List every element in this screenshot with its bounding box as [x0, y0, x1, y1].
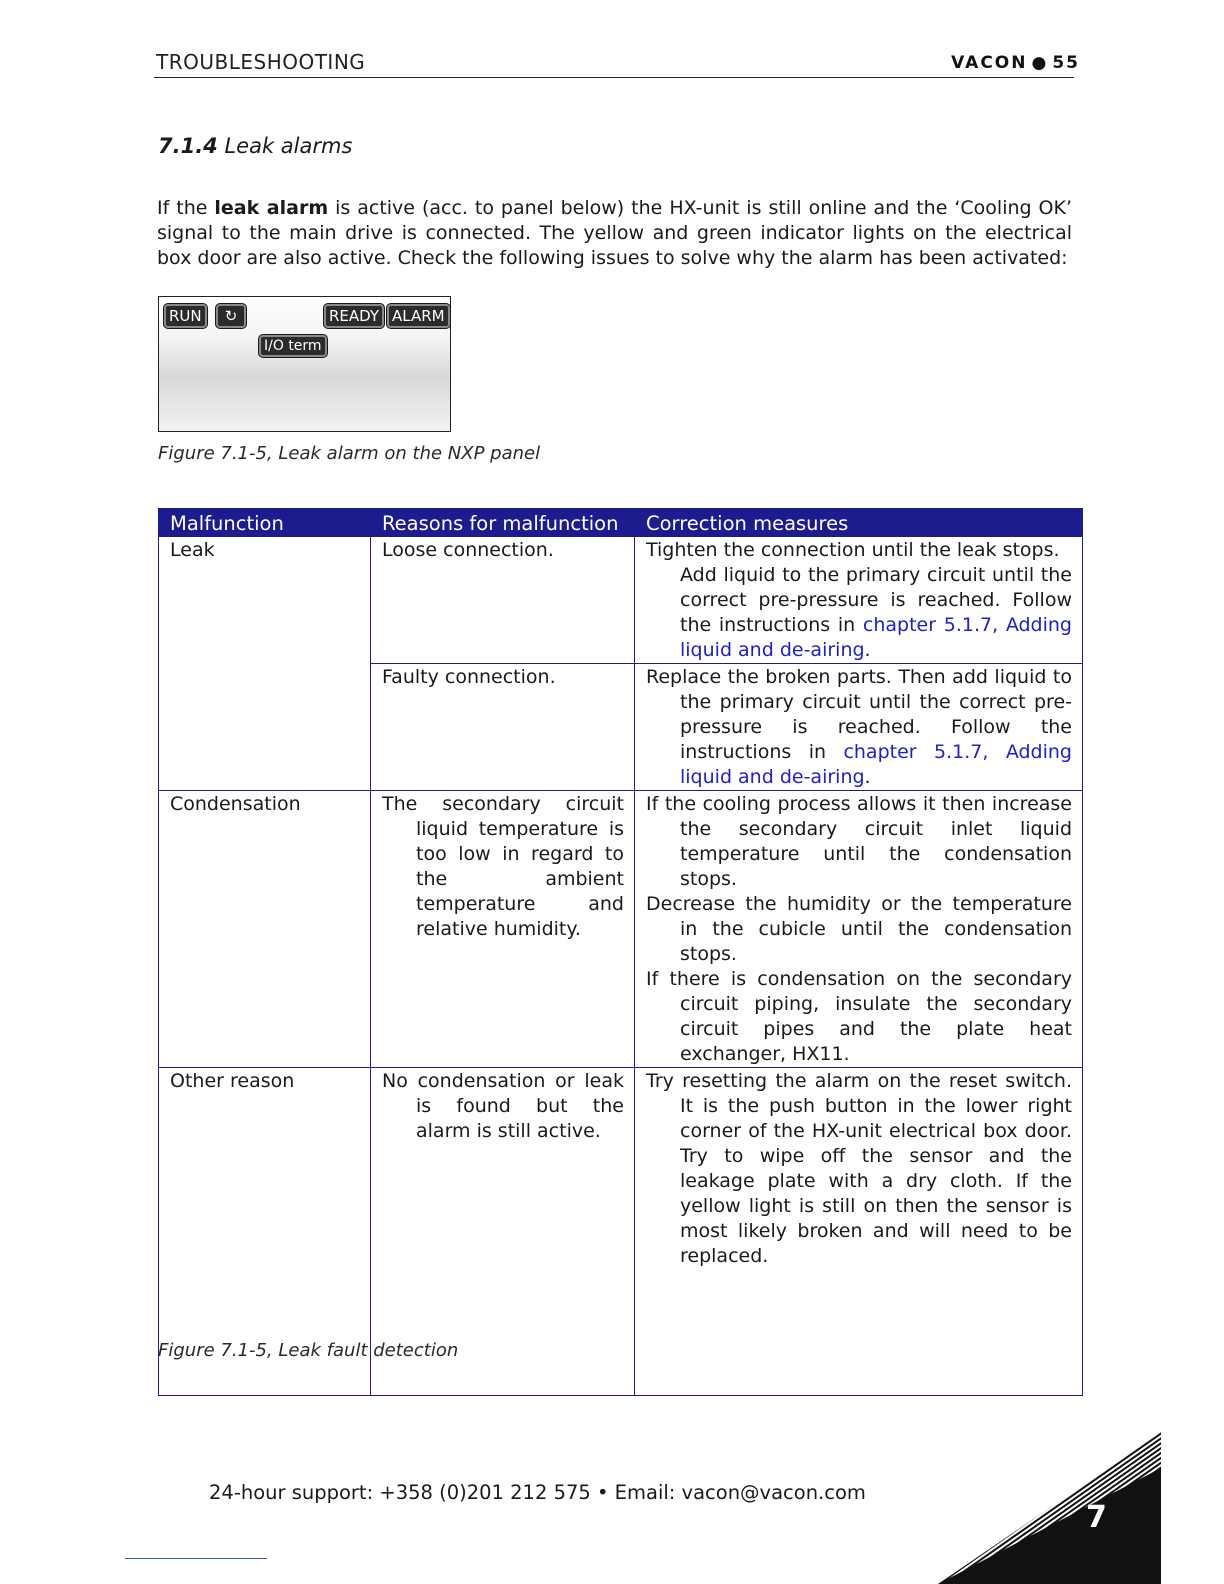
- table-row: [159, 791, 1083, 1068]
- correction-text: If the cooling process allows it then increase the secondary circuit inlet liquid temperature until the condensation stops.: [646, 793, 1072, 890]
- reason-cell: [371, 791, 635, 1068]
- correction-text: Tighten the connection until the leak stops.: [646, 539, 1060, 561]
- column-header-malfunction: Malfunction: [159, 509, 371, 537]
- section-title: [158, 134, 352, 158]
- chapter-tab-graphic: [930, 1428, 1162, 1584]
- malfunction-cell: Leak: [159, 537, 371, 791]
- leak-malfunction-table: [158, 508, 1083, 1396]
- intro-bold-term: leak alarm: [214, 197, 329, 219]
- correction-text-part: Add liquid to the primary circuit until the correct pre-pressure is reached. Follow the instructions in: [680, 564, 1072, 636]
- reason-cell: [371, 537, 635, 664]
- column-header-reasons: Reasons for malfunction: [371, 509, 635, 537]
- correction-cell: [635, 537, 1083, 664]
- header-divider: [154, 77, 1074, 78]
- running-header-brand-page: [951, 53, 1080, 73]
- correction-cell: [635, 664, 1083, 791]
- alarm-indicator: ALARM: [387, 304, 450, 328]
- correction-text: [646, 563, 1072, 663]
- chapter-number: 7: [1086, 1500, 1107, 1535]
- malfunction-cell: Other reason: [159, 1068, 371, 1396]
- run-indicator: RUN: [164, 304, 207, 328]
- correction-text-part: Replace the broken parts. Then add liquid to the primary circuit until the correct pre-pressure is reached. Follow the instructions in: [646, 666, 1072, 763]
- column-header-corrections: Correction measures: [635, 509, 1083, 537]
- table-row: [159, 537, 1083, 664]
- figure-caption-table: Figure 7.1-5, Leak fault detection: [158, 1340, 459, 1361]
- rotation-direction-icon: ↻: [216, 304, 246, 328]
- correction-text-end: .: [864, 639, 871, 661]
- support-footer: 24-hour support: +358 (0)201 212 575 • Email: vacon@vacon.com: [209, 1481, 866, 1504]
- intro-text-start: If the: [157, 197, 215, 219]
- reason-text: No condensation or leak is found but the alarm is still active.: [382, 1070, 624, 1142]
- table-header-row: [159, 509, 1083, 537]
- correction-cell: [635, 791, 1083, 1068]
- reason-cell: [371, 664, 635, 791]
- intro-text-end: is active (acc. to panel below) the HX-unit is still online and the ‘Cooling OK’ signal to the main drive is connected. The yellow and green indicator lights on the electrical box door are also active. Check the following issues to solve why the alarm has been activated:: [157, 197, 1072, 269]
- io-term-indicator: I/O term: [259, 335, 327, 357]
- reason-text: The secondary circuit liquid temperature is too low in regard to the ambient temperature and relative humidity.: [382, 793, 624, 940]
- correction-text: Try resetting the alarm on the reset switch. It is the push button in the lower right corner of the HX-unit electrical box door. Try to wipe off the sensor and the leakage plate with a dry cloth. If the yellow light is still on then the sensor is most likely broken and will need to be replaced.: [646, 1070, 1072, 1267]
- reason-text: Faulty connection.: [382, 666, 556, 688]
- correction-cell: [635, 1068, 1083, 1396]
- section-title-text: Leak alarms: [224, 134, 353, 158]
- figure-caption-panel: Figure 7.1-5, Leak alarm on the NXP panel: [158, 443, 541, 464]
- running-header-section: TROUBLESHOOTING: [156, 50, 366, 74]
- brand-name: VACON: [951, 53, 1028, 73]
- correction-text: Decrease the humidity or the temperature in the cubicle until the condensation stops.: [646, 893, 1072, 965]
- chapter-link[interactable]: chapter 5.1.7, Adding liquid and de-airing: [680, 614, 1072, 661]
- nxp-panel-figure: [158, 296, 451, 432]
- reason-text: Loose connection.: [382, 539, 554, 561]
- correction-text: [646, 665, 1072, 790]
- correction-text-end: .: [864, 766, 871, 788]
- bullet-separator: ●: [1031, 53, 1049, 73]
- page-number: 55: [1052, 53, 1080, 73]
- malfunction-cell: Condensation: [159, 791, 371, 1068]
- correction-text: If there is condensation on the secondary circuit piping, insulate the secondary circuit pipes and the plate heat exchanger, HX11.: [646, 968, 1072, 1065]
- section-number: 7.1.4: [158, 134, 218, 158]
- intro-paragraph: [157, 196, 1072, 271]
- footnote-rule: [125, 1558, 267, 1559]
- chapter-link[interactable]: chapter 5.1.7, Adding liquid and de-airing: [680, 741, 1072, 788]
- ready-indicator: READY: [324, 304, 384, 328]
